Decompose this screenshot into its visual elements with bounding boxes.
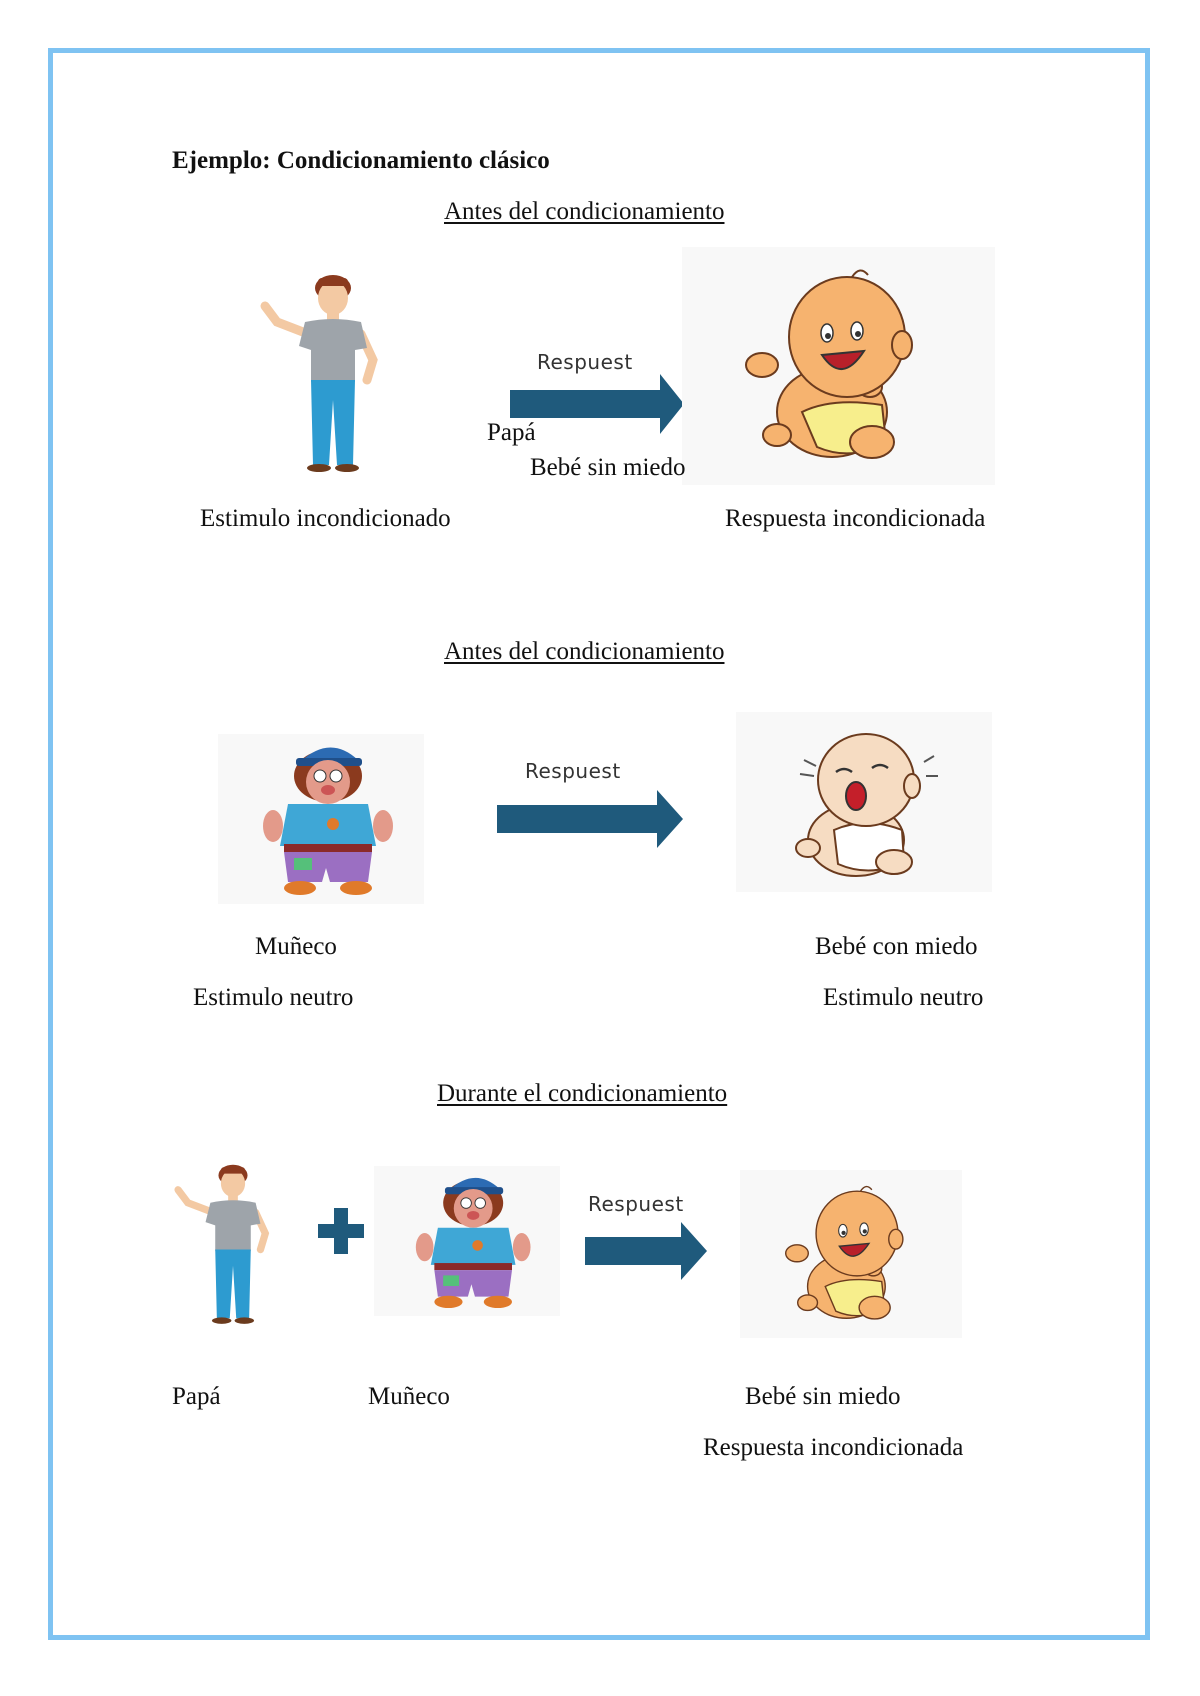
caption-unconditioned-stimulus: Estimulo incondicionado (200, 505, 451, 532)
label-doll: Muñeco (368, 1383, 450, 1410)
father-illustration (255, 270, 385, 475)
doll-illustration (218, 734, 424, 904)
caption-unconditioned-response: Respuesta incondicionada (703, 1434, 964, 1461)
page-title: Ejemplo: Condicionamiento clásico (172, 147, 550, 174)
arrow-label: Respuest (525, 759, 621, 783)
happy-baby-illustration (740, 1170, 962, 1338)
label-father: Papá (487, 419, 536, 446)
doll-illustration (374, 1166, 560, 1316)
arrow-label: Respuest (537, 350, 633, 374)
label-father: Papá (172, 1383, 221, 1410)
caption-neutral-stimulus-right: Estimulo neutro (823, 984, 984, 1011)
label-baby-fear: Bebé con miedo (815, 933, 978, 960)
crying-baby-illustration (736, 712, 992, 892)
right-arrow-icon (585, 1222, 707, 1280)
section2-heading: Antes del condicionamiento (444, 638, 725, 665)
plus-icon (318, 1208, 364, 1254)
caption-unconditioned-response: Respuesta incondicionada (725, 505, 986, 532)
caption-neutral-stimulus-left: Estimulo neutro (193, 984, 354, 1011)
father-illustration (170, 1160, 275, 1327)
section3-heading: Durante el condicionamiento (437, 1080, 728, 1107)
label-baby-no-fear: Bebé sin miedo (530, 454, 686, 481)
label-baby-no-fear: Bebé sin miedo (745, 1383, 901, 1410)
right-arrow-icon (497, 790, 683, 848)
happy-baby-illustration (682, 247, 995, 485)
right-arrow-icon (510, 374, 684, 434)
section1-heading: Antes del condicionamiento (444, 198, 725, 225)
arrow-label: Respuest (588, 1192, 684, 1216)
label-doll: Muñeco (255, 933, 337, 960)
